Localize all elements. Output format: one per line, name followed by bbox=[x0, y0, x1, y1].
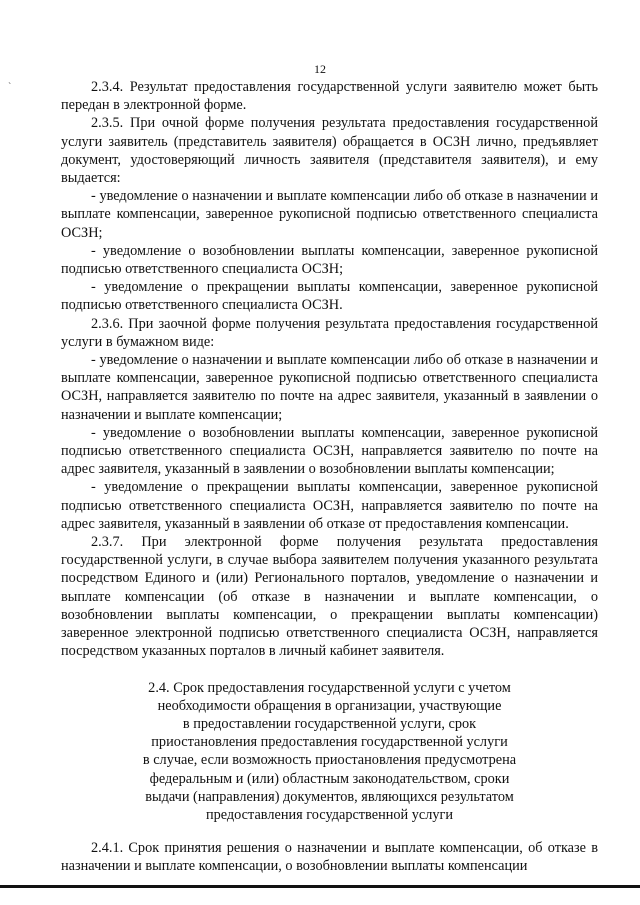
list-item: - уведомление о возобновлении выплаты компенсации, заверенное рукописной подписью ответственного специалиста ОСЗН, направляется заявителю по почте на адрес заявителя, указанный в заявлении о возобновлении выплаты компенсации; bbox=[61, 424, 598, 478]
paragraph-2-4-1: 2.4.1. Срок принятия решения о назначении и выплате компенсации, об отказе в назначении и выплате компенсации, о возобновлении выплаты компенсации bbox=[61, 840, 598, 875]
paragraph-2-3-4: 2.3.4. Результат предоставления государственной услуги заявителю может быть передан в электронной форме. bbox=[61, 79, 598, 114]
paragraph-2-3-5: 2.3.5. При очной форме получения результата предоставления государственной услуги заявитель (представитель заявителя) обращается в ОСЗН лично, предъявляет документ, удостоверяющий личность заявителя (представителя заявителя), и ему выдается: bbox=[61, 115, 598, 187]
document-body bbox=[61, 78, 598, 876]
heading-line: выдачи (направления) документов, являющихся результатом bbox=[145, 788, 514, 805]
paragraph-2-3-6: 2.3.6. При заочной форме получения результата предоставления государственной услуги в бумажном виде: bbox=[61, 315, 598, 350]
heading-line: федеральным и (или) областным законодательством, сроки bbox=[149, 770, 510, 787]
list-item: - уведомление о назначении и выплате компенсации либо об отказе в назначении и выплате компенсации, заверенное рукописной подписью ответственного специалиста ОСЗН; bbox=[61, 188, 598, 241]
list-item: - уведомление о назначении и выплате компенсации либо об отказе в назначении и выплате компенсации, заверенное рукописной подписью ответственного специалиста ОСЗН, направляется заявителю по почте на адрес заявителя, указанный в заявлении о назначении и выплате компенсации; bbox=[61, 352, 598, 423]
section-heading-2-4 bbox=[61, 679, 598, 825]
heading-line: 2.4. Срок предоставления государственной услуги с учетом bbox=[148, 679, 511, 696]
list-item: - уведомление о прекращении выплаты компенсации, заверенное рукописной подписью ответственного специалиста ОСЗН. bbox=[61, 279, 598, 314]
scan-mark: ` bbox=[8, 82, 12, 93]
bottom-rule bbox=[0, 885, 640, 888]
list-item: - уведомление о возобновлении выплаты компенсации, заверенное рукописной подписью ответственного специалиста ОСЗН; bbox=[61, 242, 598, 278]
page-number: 12 bbox=[314, 62, 326, 76]
heading-line: предоставления государственной услуги bbox=[205, 806, 454, 823]
list-item: - уведомление о прекращении выплаты компенсации, заверенное рукописной подписью ответственного специалиста ОСЗН, направляется заявителю по почте на адрес заявителя, указанный в заявлении об отказе от предоставления компенсации. bbox=[61, 479, 598, 532]
heading-line: необходимости обращения в организации, участвующие bbox=[157, 697, 502, 714]
paragraph-2-3-7: 2.3.7. При электронной форме получения результата предоставления государственной услуги, в случае выбора заявителем получения указанного результата посредством Единого и (или) Регионального порталов, уведомление о назначении и выплате компенсации (об отказе в назначении и выплате компенсации, о возобновлении выплаты компенсации, о прекращении выплаты компенсации) заверенное электронной подписью ответственного специалиста ОСЗН, направляется посредством указанных порталов в личный кабинет заявителя. bbox=[61, 534, 598, 660]
heading-line: в случае, если возможность приостановления предусмотрена bbox=[142, 752, 517, 769]
heading-line: в предоставлении государственной услуги, срок bbox=[182, 715, 477, 732]
heading-line: приостановления предоставления государственной услуги bbox=[151, 734, 508, 751]
